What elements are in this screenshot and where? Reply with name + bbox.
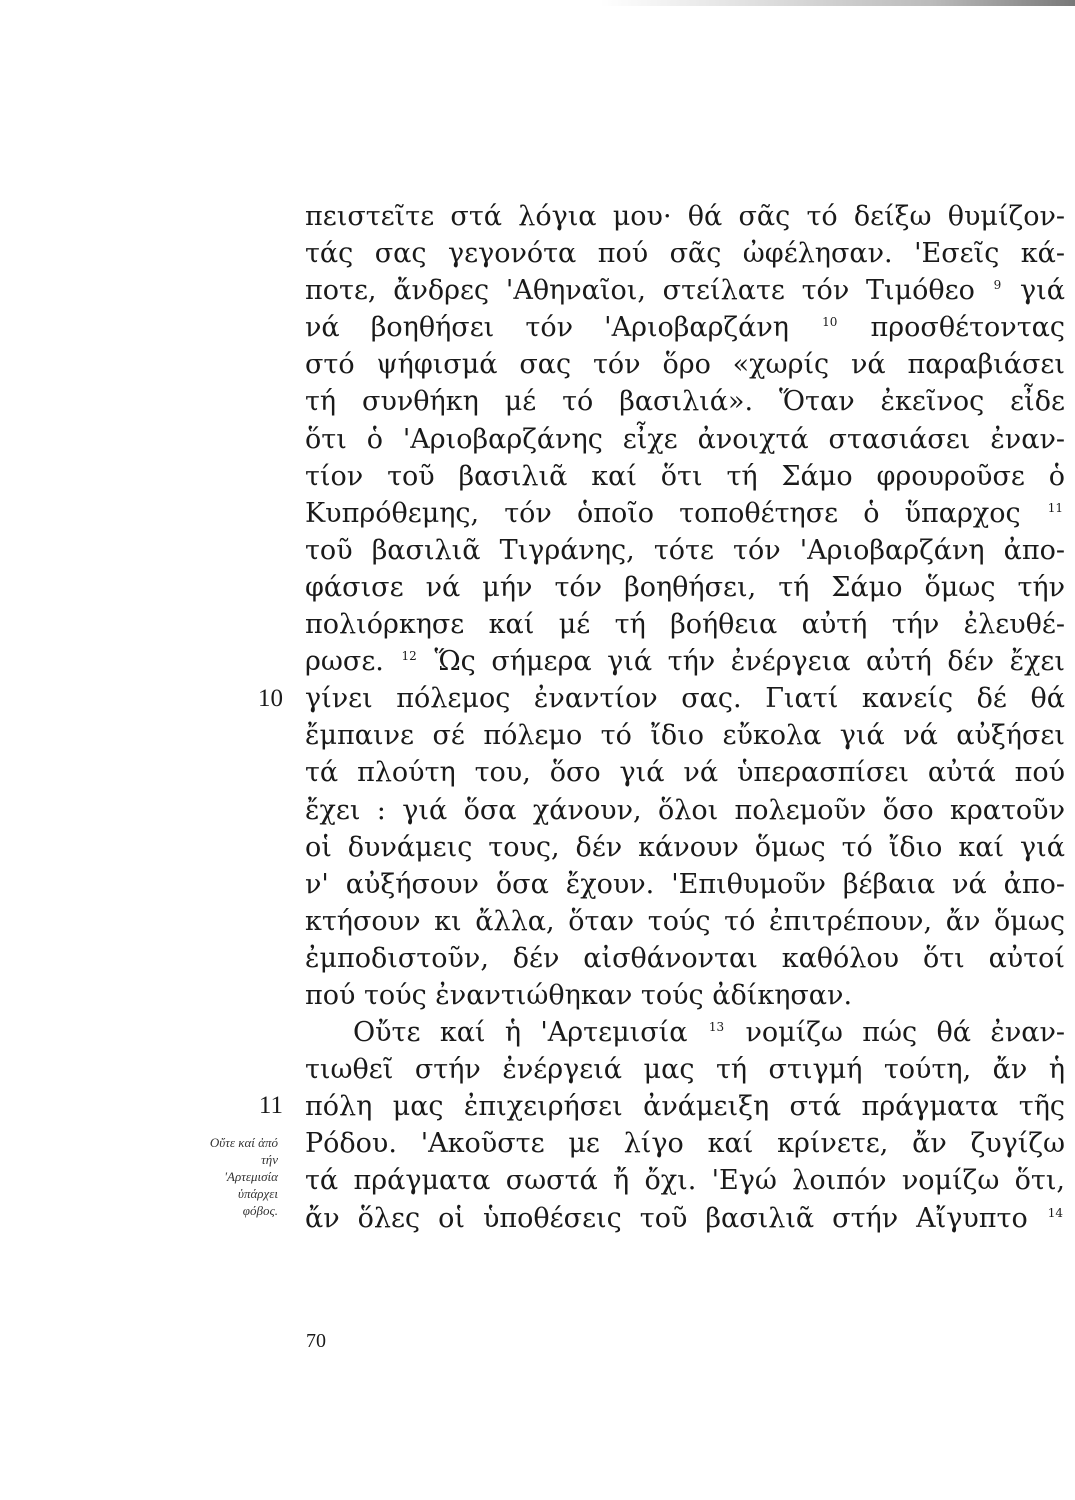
text-line: ν' αὐξήσουν ὅσα ἔχουν. 'Επιθυμοῦν βέβαια νά ἀπο-: [305, 868, 1065, 900]
margin-note-line: φόβος.: [242, 1203, 278, 1218]
margin-note-line: ὑπάρχει: [238, 1186, 278, 1201]
text-line: τιωθεῖ στήν ἐνέργειά μας τή στιγμή τούτη, ἄν ἡ: [305, 1054, 1065, 1086]
text-line: πόλη μας ἐπιχειρήσει ἀνάμειξη στά πράγματα τῆς: [305, 1091, 1065, 1123]
text-line: ποτε, ἄνδρες 'Αθηναῖοι, στείλατε τόν Τιμόθεο $^9$ γιά: [305, 275, 1065, 307]
footnote-marker: 10: [822, 315, 838, 330]
main-text: [305, 198, 1065, 1237]
text-line: ὅτι ὁ 'Αριοβαρζάνης εἶχε ἀνοιχτά στασιάσει ἐναν-: [305, 423, 1065, 455]
text-line: πολιόρκησε καί μέ τή βοήθεια αὐτή τήν ἐλευθέ-: [305, 609, 1065, 641]
footnote-marker: 9: [993, 278, 1002, 293]
text-line: ἐμποδιστοῦν, δέν αἰσθάνονται καθόλου ὅτι αὐτοί: [305, 942, 1065, 974]
text-line: κτήσουν κι ἄλλα, ὅταν τούς τό ἐπιτρέπουν, ἄν ὅμως: [305, 905, 1065, 937]
scan-edge-shadow: [600, 0, 1075, 6]
margin-note-line: Οὔτε καί ἀπό: [209, 1135, 278, 1150]
margin-section-number: 10: [258, 685, 283, 712]
footnote-marker: 13: [708, 1020, 725, 1035]
footnote-marker: 12: [401, 649, 417, 664]
text-line: φάσισε νά μήν τόν βοηθήσει, τή Σάμο ὅμως τήν: [305, 571, 1065, 603]
text-line: ἔχει : γιά ὅσα χάνουν, ὅλοι πολεμοῦν ὅσο κρατοῦν: [305, 794, 1065, 826]
text-line: οἱ δυνάμεις τους, δέν κάνουν ὅμως τό ἴδιο καί γιά: [305, 831, 1065, 863]
text-line: πού τούς ἐναντιώθηκαν τούς ἀδίκησαν.: [305, 979, 853, 1011]
text-line: Οὔτε καί ἡ 'Αρτεμισία $^{13}$ νομίζω πώς θά ἐναν-: [353, 1017, 1066, 1049]
text-line: Κυπρόθεμης, τόν ὁποῖο τοποθέτησε ὁ ὕπαρχος $^{11}$: [305, 497, 1063, 529]
text-line: τή συνθήκη μέ τό βασιλιά». Ὅταν ἐκεῖνος εἶδε: [305, 386, 1065, 418]
text-line: τά πράγματα σωστά ἤ ὄχι. 'Εγώ λοιπόν νομίζω ὅτι,: [305, 1165, 1065, 1197]
text-line: ρωσε. $^{12}$ Ὥς σήμερα γιά τήν ἐνέργεια αὐτή δέν ἔχει: [305, 646, 1065, 678]
text-line: τά πλούτη του, ὅσο γιά νά ὑπερασπίσει αὐτά πού: [305, 757, 1065, 789]
page-number: 70: [306, 1330, 326, 1352]
text-line: πειστεῖτε στά λόγια μου· θά σᾶς τό δείξω θυμίζον-: [305, 201, 1065, 232]
text-line: γίνει πόλεμος ἐναντίον σας. Γιατί κανείς δέ θά: [305, 683, 1065, 715]
text-line: τοῦ βασιλιᾶ Τιγράνης, τότε τόν 'Αριοβαρζάνη ἀπο-: [305, 534, 1065, 566]
margin-note-line: 'Αρτεμισία: [224, 1169, 278, 1184]
margin-section-number: 11: [258, 1092, 283, 1119]
text-line: Ρόδου. 'Ακοῦστε με λίγο καί κρίνετε, ἄν ζυγίζω: [305, 1128, 1065, 1160]
text-line: τίον τοῦ βασιλιᾶ καί ὅτι τή Σάμο φρουροῦσε ὁ: [305, 460, 1065, 492]
text-line: νά βοηθήσει τόν 'Αριοβαρζάνη $^{10}$ προσθέτοντας: [305, 312, 1065, 344]
text-line: στό ψήφισμά σας τόν ὅρο «χωρίς νά παραβιάσει: [305, 349, 1065, 381]
text-line: ἔμπαινε σέ πόλεμο τό ἴδιο εὔκολα γιά νά αὐξήσει: [305, 720, 1065, 752]
footnote-marker: 11: [1047, 500, 1063, 515]
footnote-marker: 14: [1047, 1205, 1063, 1220]
margin-note: [128, 1134, 278, 1219]
text-line: ἄν ὅλες οἱ ὑποθέσεις τοῦ βασιλιᾶ στήν Αἴγυπτο $^{14}$: [305, 1202, 1063, 1234]
text-line: τάς σας γεγονότα πού σᾶς ὠφέλησαν. 'Εσεῖς κά-: [305, 238, 1065, 270]
margin-note-line: τήν: [261, 1152, 278, 1167]
